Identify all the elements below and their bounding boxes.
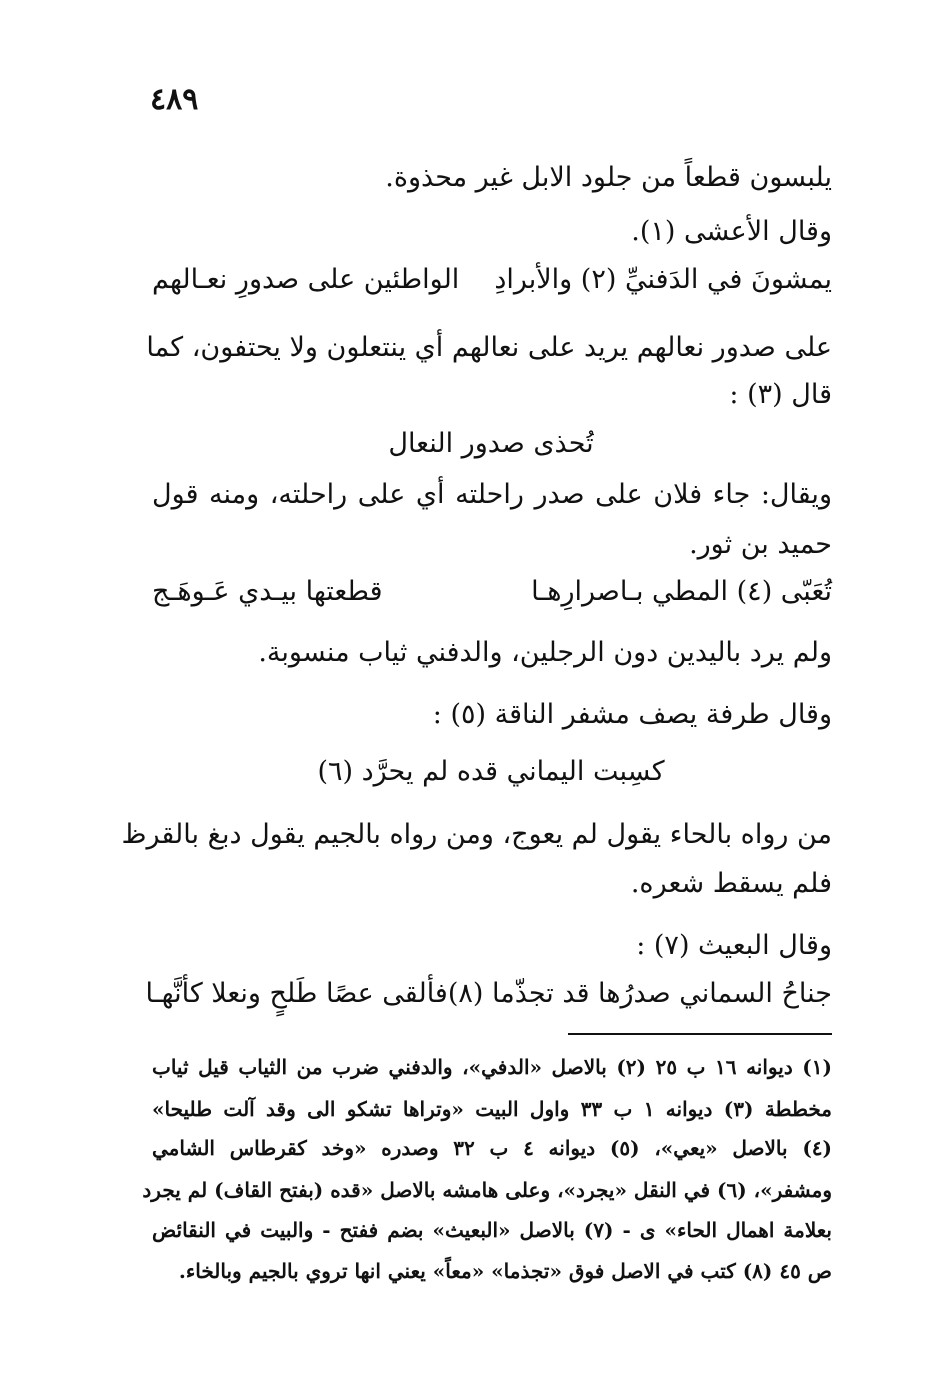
body-line-1: يلبسون قطعاً من جلود الابل غير محذوة. [385,162,832,193]
verse-1-first-hemistich: الواطئين على صدورِ نعـالهم [152,264,460,295]
footnote-line-3: (٤) بالاصل «يعي»، (٥) ديوانه ٤ ب ٣٢ وصدره «وخد كقرطاس الشامي [152,1136,833,1160]
footnote-separator [568,1033,832,1035]
verse-3 [145,974,832,1014]
body-line-14: فلم يسقط شعره. [630,868,832,899]
verse-2-second-hemistich: تُعَبّى (٤) المطي بـاصرارِهـا [531,576,832,607]
body-line-15: وقال البعيث (٧) : [636,930,832,961]
footnote-line-1: (١) ديوانه ١٦ ب ٢٥ (٢) بالاصل «الدفي»، والدفني ضرب من الثياب قيل ثياب [152,1055,832,1079]
footnote-line-6: ص ٤٥ (٨) كتب في الاصل فوق «تجذما» «معاً» يعني انها تروي بالجيم وبالخاء. [178,1259,832,1283]
quoted-phrase: تُحذى صدور النعال [388,428,594,459]
footnote-line-5: بعلامة اهمال الحاء» ى - (٧) بالاصل «البعيث» بضم ففتح - والبيت في النقائض [152,1218,832,1242]
verse-1 [152,260,832,300]
body-line-5: قال (٣) : [729,379,832,410]
body-line-10: ولم يرد باليدين دون الرجلين، والدفني ثياب منسوبة. [258,637,832,668]
body-line-7: ويقال: جاء فلان على صدر راحلته أي على راحلته، ومنه قول [152,479,832,510]
body-line-8: حميد بن ثور. [689,529,832,560]
body-line-13: من رواه بالحاء يقول لم يعوج، ومن رواه بالجيم يقول دبغ بالقرظ [121,819,832,850]
footnote-line-4: ومشفر»، (٦) في النقل «يجرد»، وعلى هامشه بالاصل «قده (بفتح القاف) لم يجرد [142,1178,832,1202]
verse-3-first-hemistich: فألقى عصًا طَلحٍ ونعلا كأنَّهـا [145,978,448,1009]
body-line-2: وقال الأعشى (١). [631,216,832,247]
page-number: ٤٨٩ [150,82,199,117]
verse-2 [152,572,832,612]
body-line-4: على صدور نعالهم يريد على نعالهم أي ينتعلون ولا يحتفون، كما [146,332,832,363]
verse-1-second-hemistich: يمشونَ في الدَفنيِّ (٢) والأبرادِ [494,264,832,295]
footnote-line-2: مخططة (٣) ديوانه ١ ب ٣٣ واول البيت «وتراها تشكو الى وقد آلت طليحا» [152,1097,832,1121]
body-line-11: وقال طرفة يصف مشفر الناقة (٥) : [432,699,832,730]
quoted-verse: كسِبت اليماني قده لم يحرَّد (٦) [317,756,665,787]
verse-2-first-hemistich: قطعتها بيـدي عَـوهَـج [152,576,383,607]
verse-3-second-hemistich: جناحُ السماني صدرُها قد تجذّما (٨) [447,978,832,1009]
